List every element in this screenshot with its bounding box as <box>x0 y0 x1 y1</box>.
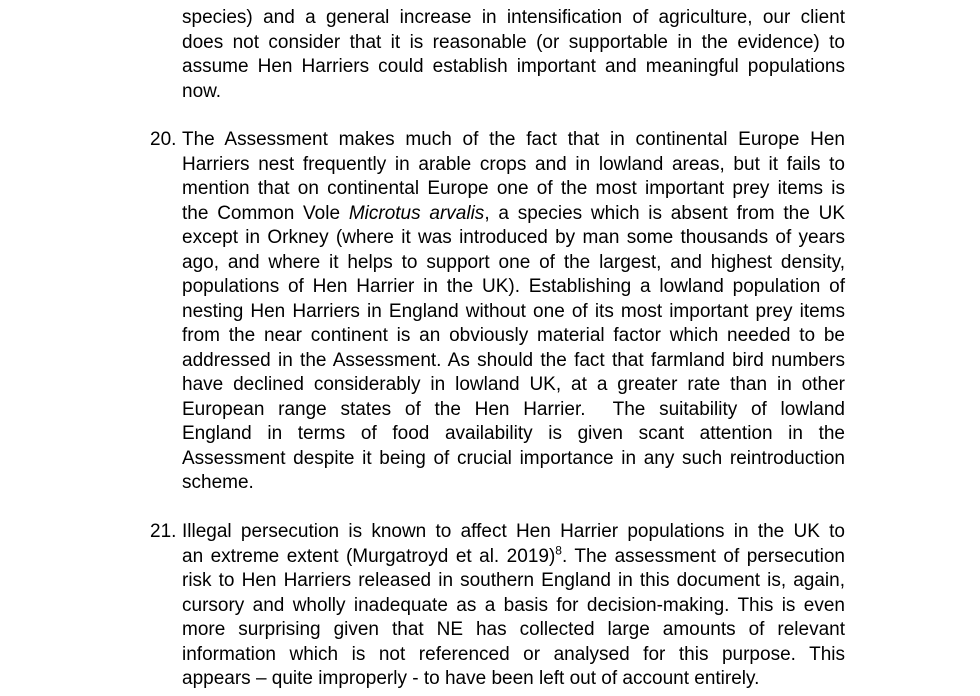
text-line: appears – quite improperly - to have been left out of account entirely. <box>182 668 760 689</box>
text-line: does not consider that it is reasonable (or supportable in the evidence) to <box>182 31 845 53</box>
paragraph-19-continuation <box>182 6 845 104</box>
text-line: scheme. <box>182 472 254 493</box>
text-line: Assessment despite it being of crucial importance in any such reintroduction <box>182 447 845 469</box>
text-line: nesting Hen Harriers in England without one of its most important prey items <box>182 300 845 322</box>
paragraph-21 <box>182 520 845 692</box>
text-line: populations of Hen Harrier in the UK). Establishing a lowland population of <box>182 276 845 297</box>
text-line: The Assessment makes much of the fact that in continental Europe Hen <box>182 129 845 150</box>
paragraph-20 <box>182 128 845 496</box>
text-line: Harriers nest frequently in arable crops and in lowland areas, but it fails to <box>182 153 845 175</box>
text-line: from the near continent is an obviously material factor which needed to be <box>182 325 845 346</box>
paragraph-number-21: 21. <box>150 521 177 542</box>
text-line: addressed in the Assessment. As should the fact that farmland bird numbers <box>182 349 845 371</box>
text-line: mention that on continental Europe one of the most important prey items is <box>182 178 845 199</box>
text-line: Illegal persecution is known to affect Hen Harrier populations in the UK to <box>182 521 845 542</box>
footnote-reference[interactable]: 8 <box>555 543 562 558</box>
text-line: England in terms of food availability is given scant attention in the <box>182 423 845 444</box>
text-line: assume Hen Harriers could establish important and meaningful populations <box>182 56 845 77</box>
text-line: risk to Hen Harriers released in southern England in this document is, again, <box>182 570 845 591</box>
species-name-italic: Microtus arvalis <box>348 202 485 224</box>
text-line: more surprising given that NE has collected large amounts of relevant <box>182 619 845 640</box>
text-line: European range states of the Hen Harrier. The suitability of lowland <box>182 398 845 420</box>
paragraph-number-20: 20. <box>150 129 177 150</box>
text-line: have declined considerably in lowland UK, at a greater rate than in other <box>182 374 845 395</box>
text-line: species) and a general increase in intensification of agriculture, our client <box>182 7 845 28</box>
text-line: information which is not referenced or analysed for this purpose. This <box>182 643 845 665</box>
text-line: the Common Vole Microtus arvalis, a species which is absent from the UK <box>182 202 845 224</box>
text-line: now. <box>182 80 222 102</box>
text-line: except in Orkney (where it was introduced by man some thousands of years <box>182 227 845 248</box>
text-line: an extreme extent (Murgatroyd et al. 2019)$^8$. The assessment of persecution <box>182 543 845 567</box>
text-line: cursory and wholly inadequate as a basis for decision-making. This is even <box>182 594 845 616</box>
text-line: ago, and where it helps to support one of the largest, and highest density, <box>182 251 845 273</box>
